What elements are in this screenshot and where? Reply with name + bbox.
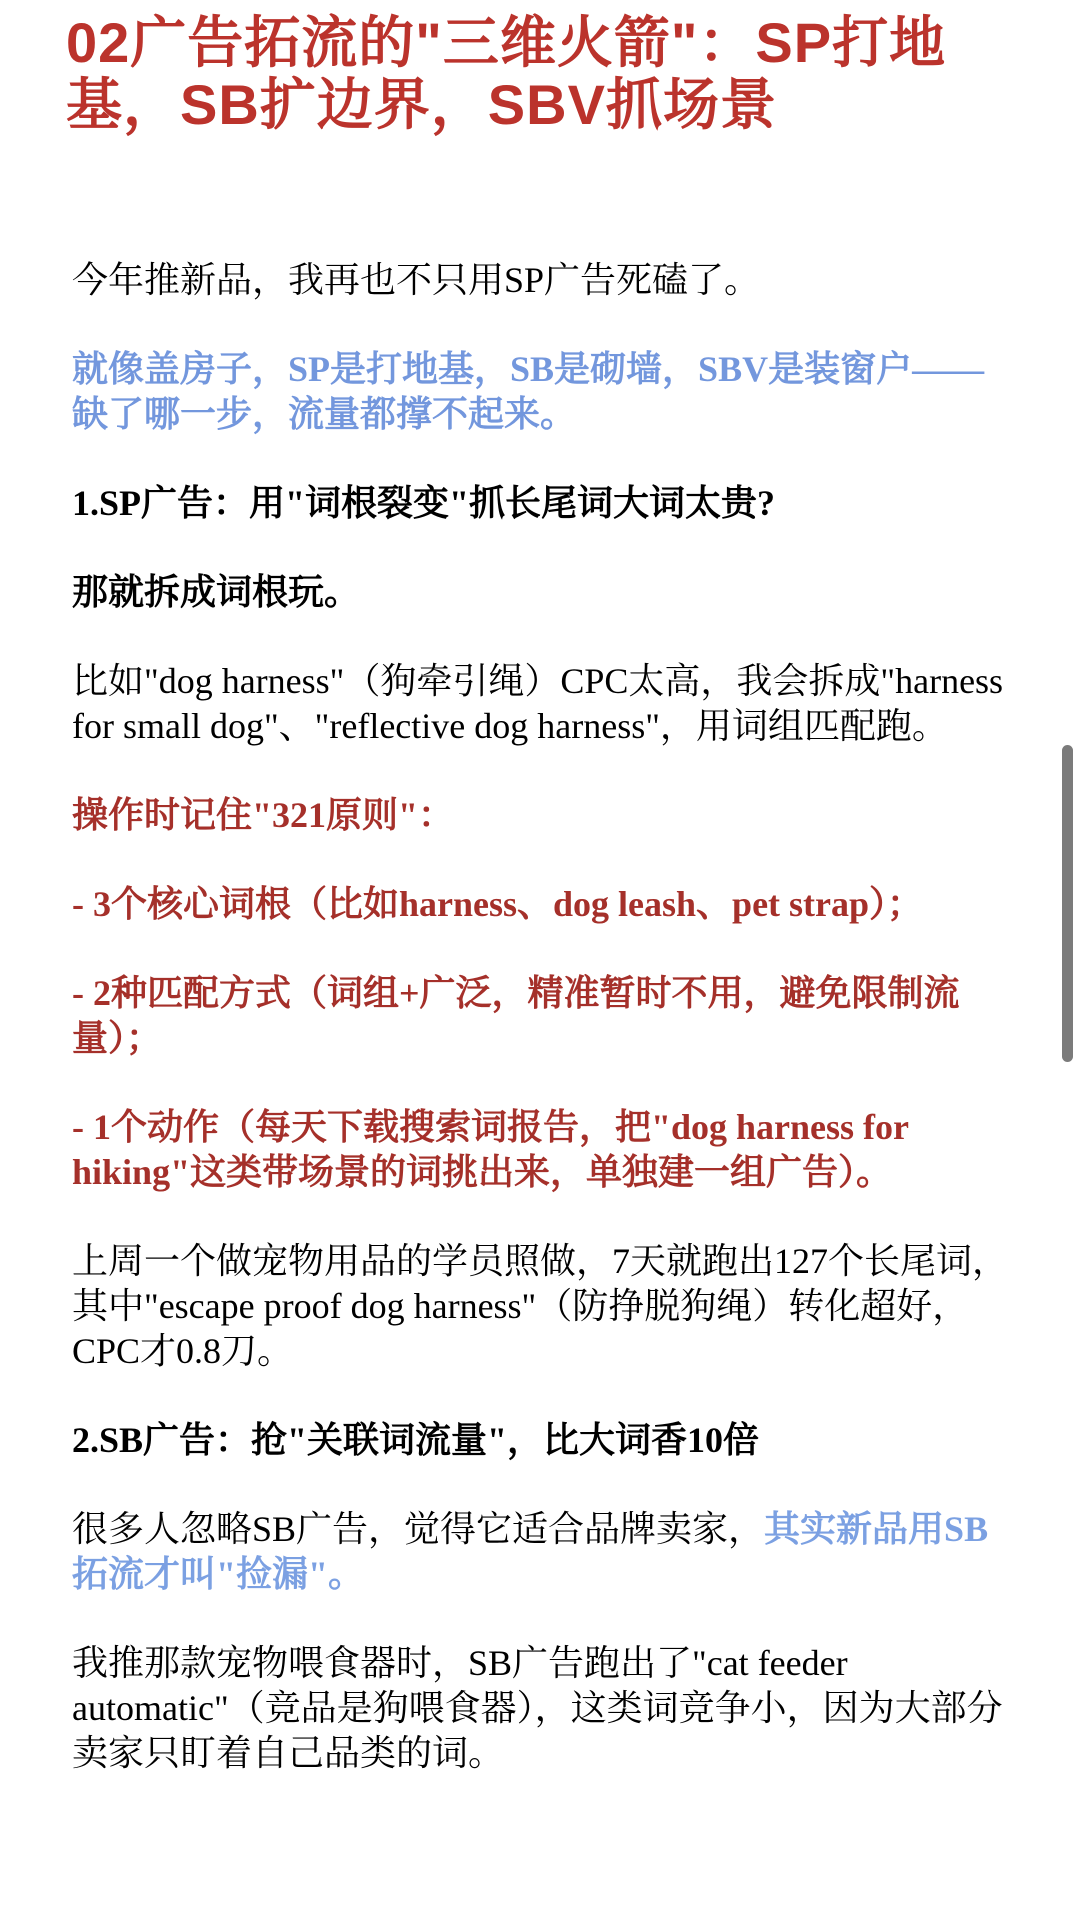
red-rule-intro: 操作时记住"321原则"： <box>72 795 454 835</box>
heading-sp-sub: 那就拆成词根玩。 <box>72 572 361 612</box>
red-rule-item-3: - 1个动作（每天下载搜索词报告，把"dog harness for hiking"这类带场景的词挑出来，单独建一组广告）。 <box>72 1107 909 1192</box>
para-case-result: 上周一个做宠物用品的学员照做，7天就跑出127个长尾词，其中"escape proof dog harness"（防挣脱狗绳）转化超好，CPC才0.8刀。 <box>72 1241 1009 1371</box>
para-metaphor-blue: 就像盖房子，SP是打地基，SB是砌墙，SBV是装窗户——缺了哪一步，流量都撑不起来。 <box>72 349 985 434</box>
heading-sp-ads: 1.SP广告：用"词根裂变"抓长尾词大词太贵? <box>72 483 775 523</box>
para-intro: 今年推新品，我再也不只用SP广告死磕了。 <box>72 260 761 300</box>
red-rule-item-1: - 3个核心词根（比如harness、dog leash、pet strap）； <box>72 884 924 924</box>
para-sp-example: 比如"dog harness"（狗牵引绳）CPC太高，我会拆成"harness for small dog"、"reflective dog harness"，用词组匹配跑。 <box>72 661 1004 746</box>
para-sb-view-black: 很多人忽略SB广告，觉得它适合品牌卖家， <box>72 1509 765 1549</box>
para-sb-view <box>72 1507 1012 1597</box>
para-sb-view-blue: 其实新品用SB拓流才叫"捡漏"。 <box>72 1509 989 1594</box>
para-sb-example: 我推那款宠物喂食器时，SB广告跑出了"cat feeder automatic"（竞品是狗喂食器），这类词竞争小，因为大部分卖家只盯着自己品类的词。 <box>72 1643 1003 1773</box>
red-rule-item-2: - 2种匹配方式（词组+广泛，精准暂时不用，避免限制流量）； <box>72 973 960 1058</box>
heading-sb-ads: 2.SB广告：抢"关联词流量"，比大词香10倍 <box>72 1420 760 1460</box>
vertical-scrollbar-thumb[interactable] <box>1062 745 1073 1062</box>
article-title: 02广告拓流的"三维火箭"：SP打地基，SB扩边界，SBV抓场景 <box>66 11 947 136</box>
